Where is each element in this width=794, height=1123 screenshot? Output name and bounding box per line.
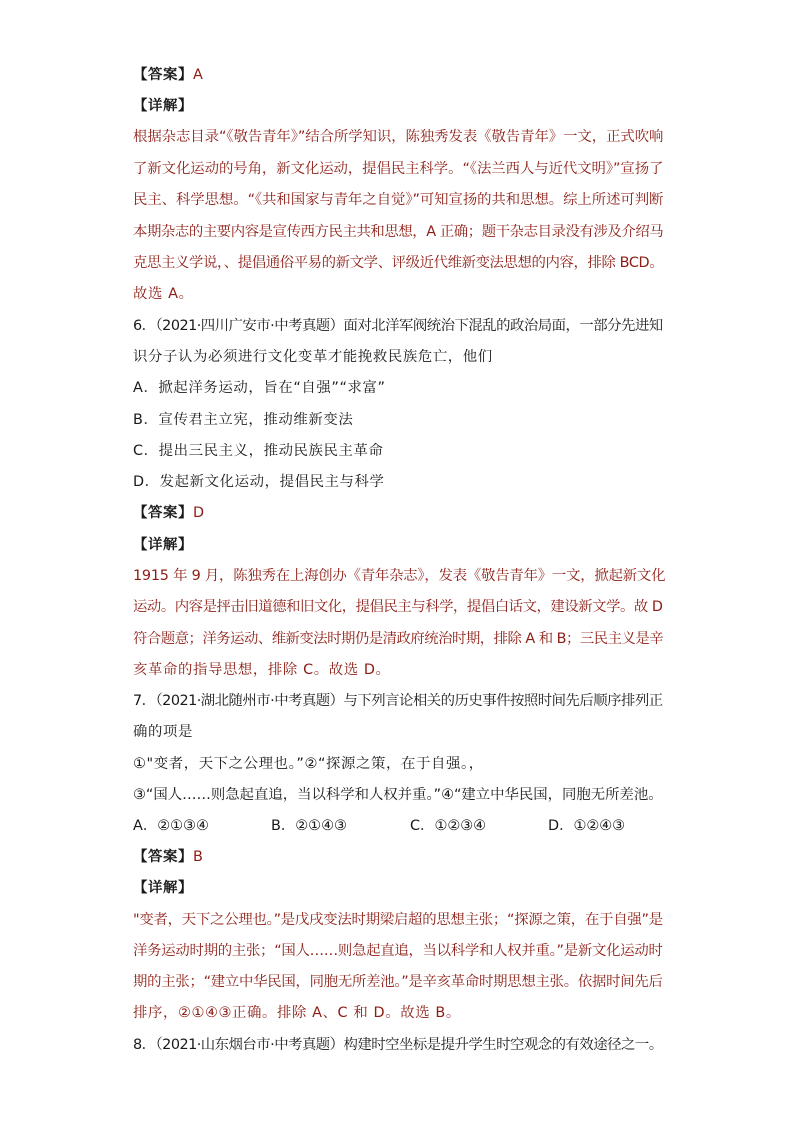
answer-label: 【答案】	[133, 505, 193, 521]
detail-line: 根据杂志目录“《敬告青年》”结合所学知识，陈独秀发表《敬告青年》一文，正式吹响	[133, 129, 664, 145]
detail-line: 洋务运动时期的主张；“国人……则急起直追，当以科学和人权并重。”是新文化运动时	[133, 943, 663, 959]
detail-line: 符合题意；洋务运动、维新变法时期仍是清政府统治时期，排除 A 和 B；三民主义是辛	[133, 631, 664, 647]
detail-label: 【详解】	[133, 880, 193, 896]
detail-line: 1915 年 9 月，陈独秀在上海创办《青年杂志》，发表《敬告青年》一文，掀起新文化	[133, 568, 666, 584]
answer-label: 【答案】	[133, 849, 193, 865]
question-stem-line: ①"变者，天下之公理也。”②“探源之策，在于自强。，	[133, 756, 484, 772]
detail-line: "变者，天下之公理也。”是戊戌变法时期梁启超的思想主张；“探源之策，在于自强”是	[133, 912, 663, 928]
detail-line: 期的主张；“建立中华民国，同胞无所差池。”是辛亥革命时期思想主张。依据时间先后	[133, 974, 663, 990]
option-a: A．②①③④	[133, 818, 209, 834]
question-stem-line: 7．（2021·湖北随州市·中考真题）与下列言论相关的历史事件按照时间先后顺序排列正	[133, 693, 663, 709]
detail-label: 【详解】	[133, 537, 193, 553]
option-d: D．①②④③	[548, 818, 626, 834]
detail-line: 克思主义学说，、提倡通俗平易的新文学、评级近代维新变法思想的内容，排除 BCD。	[133, 255, 664, 271]
question-stem-line: 6．（2021·四川广安市·中考真题）面对北洋军阀统治下混乱的政治局面，一部分先进知	[133, 318, 663, 334]
answer-value: B	[192, 849, 204, 865]
detail-line: 故选 A。	[133, 286, 194, 302]
option-c: C．①②③④	[410, 818, 487, 834]
detail-line: 本期杂志的主要内容是宣传西方民主共和思想，A 正确；题干杂志目录没有涉及介绍马	[133, 224, 664, 240]
answer-line	[133, 847, 203, 867]
answer-line	[133, 65, 203, 85]
option-b: B．宣传君主立宪，推动维新变法	[133, 412, 354, 428]
answer-label: 【答案】	[133, 67, 193, 83]
detail-line: 排序，②①④③正确。排除 A、C 和 D。故选 B。	[133, 1005, 461, 1021]
answer-line	[133, 503, 205, 523]
answer-value: D	[192, 505, 205, 521]
detail-line: 亥革命的指导思想，排除 C。故选 D。	[133, 662, 391, 678]
question-stem-line: 8．（2021·山东烟台市·中考真题）构建时空坐标是提升学生时空观念的有效途径之一。	[133, 1037, 663, 1053]
answer-value: A	[192, 67, 204, 83]
option-d: D．发起新文化运动，提倡民主与科学	[133, 474, 385, 490]
detail-line: 运动。内容是抨击旧道德和旧文化，提倡民主与科学，提倡白话文，建设新文学。故 D	[133, 599, 663, 615]
detail-line: 了新文化运动的号角，新文化运动，提倡民主科学。“《法兰西人与近代文明》”宣扬了	[133, 161, 664, 177]
question-stem-line: 识分子认为必须进行文化变革才能挽救民族危亡，他们	[133, 349, 493, 365]
question-stem-line: ③“国人……则急起直追，当以科学和人权并重。”④“建立中华民国，同胞无所差池。	[133, 787, 663, 803]
option-a: A．掀起洋务运动，旨在“自强”“求富”	[133, 380, 386, 396]
question-stem-line: 确的项是	[133, 724, 193, 740]
detail-label: 【详解】	[133, 98, 193, 114]
option-c: C．提出三民主义，推动民族民主革命	[133, 443, 384, 459]
detail-line: 民主、科学思想。“《共和国家与青年之自觉》”可知宣扬的共和思想。综上所述可判断	[133, 192, 664, 208]
option-b: B．②①④③	[271, 818, 347, 834]
